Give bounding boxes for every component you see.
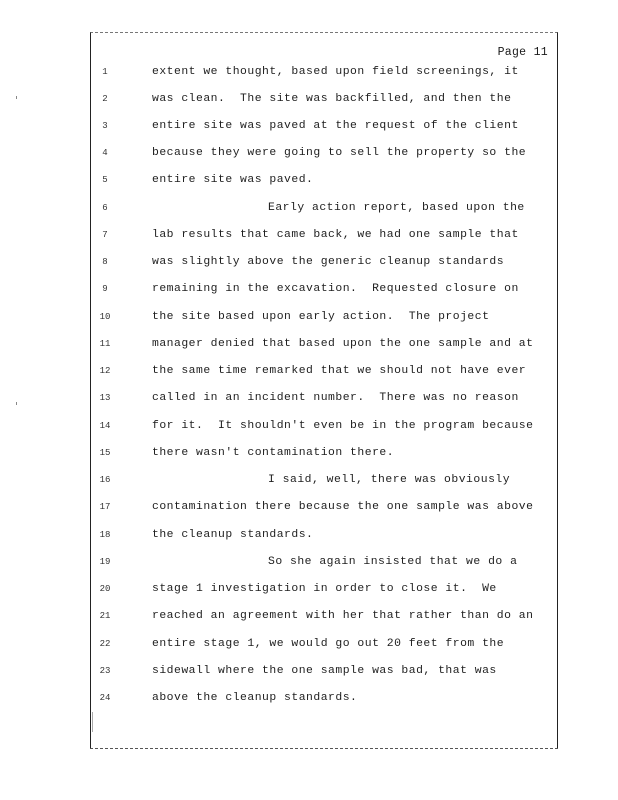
line-number: 5	[102, 175, 108, 185]
transcript-line: extent we thought, based upon field screenings, it	[152, 66, 519, 78]
line-number: 1	[102, 67, 108, 77]
transcript-line: So she again insisted that we do a	[268, 556, 518, 568]
line-number: 20	[99, 584, 111, 594]
line-number: 22	[99, 639, 111, 649]
transcript-line: above the cleanup standards.	[152, 692, 358, 704]
transcript-line: the cleanup standards.	[152, 529, 314, 541]
transcript-line: called in an incident number. There was no reason	[152, 392, 519, 404]
transcript-line: lab results that came back, we had one sample that	[152, 229, 519, 241]
scan-speck	[16, 402, 17, 405]
transcript-line: entire site was paved.	[152, 174, 314, 186]
line-number: 16	[99, 475, 111, 485]
line-number: 24	[99, 693, 111, 703]
transcript-line: entire stage 1, we would go out 20 feet from the	[152, 638, 505, 650]
line-number: 17	[99, 502, 111, 512]
scan-speck	[16, 96, 17, 99]
line-number: 9	[102, 284, 108, 294]
line-number: 19	[99, 557, 111, 567]
line-number: 23	[99, 666, 111, 676]
line-number: 18	[99, 530, 111, 540]
transcript-line: was clean. The site was backfilled, and then the	[152, 93, 512, 105]
page-number-label: Page 11	[497, 46, 548, 59]
scan-speck	[92, 712, 93, 732]
line-number: 11	[99, 339, 111, 349]
transcript-line: stage 1 investigation in order to close it. We	[152, 583, 497, 595]
transcript-line: remaining in the excavation. Requested closure on	[152, 283, 519, 295]
transcript-line: Early action report, based upon the	[268, 202, 525, 214]
line-number: 3	[102, 121, 108, 131]
transcript-line: there wasn't contamination there.	[152, 447, 395, 459]
transcript-line: the same time remarked that we should not have ever	[152, 365, 527, 377]
transcript-line: for it. It shouldn't even be in the program because	[152, 420, 534, 432]
transcript-line: manager denied that based upon the one sample and at	[152, 338, 534, 350]
line-number: 10	[99, 312, 111, 322]
transcript-line: was slightly above the generic cleanup standards	[152, 256, 505, 268]
transcript-line: sidewall where the one sample was bad, that was	[152, 665, 497, 677]
line-number: 6	[102, 203, 108, 213]
transcript-line: entire site was paved at the request of the client	[152, 120, 519, 132]
transcript-line: the site based upon early action. The project	[152, 311, 490, 323]
transcript-line: contamination there because the one sample was above	[152, 501, 534, 513]
line-number: 8	[102, 257, 108, 267]
transcript-line: I said, well, there was obviously	[268, 474, 511, 486]
line-number: 12	[99, 366, 111, 376]
line-number: 14	[99, 421, 111, 431]
page-bottom-rule	[90, 748, 558, 749]
line-number: 4	[102, 148, 108, 158]
line-number: 15	[99, 448, 111, 458]
transcript-line: reached an agreement with her that rather than do an	[152, 610, 534, 622]
line-number: 21	[99, 611, 111, 621]
line-number: 2	[102, 94, 108, 104]
transcript-line: because they were going to sell the property so the	[152, 147, 527, 159]
line-number: 13	[99, 393, 111, 403]
line-number: 7	[102, 230, 108, 240]
